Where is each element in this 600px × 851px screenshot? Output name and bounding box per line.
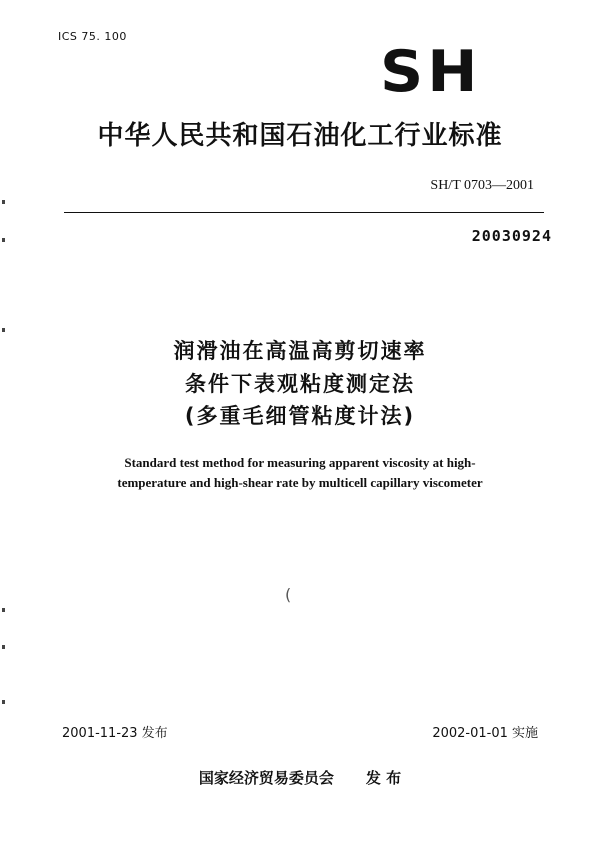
scan-speck [2,608,5,612]
scan-speck [2,328,5,332]
scan-mark: ( [285,585,292,604]
industry-standard-title: 中华人民共和国石油化工行业标准 [97,121,503,151]
authority-suffix: 发 布 [365,769,402,787]
scan-speck [2,200,5,204]
ics-code: ICS 75. 100 [58,30,127,43]
implementation-date: 2002-01-01 实施 [432,726,538,741]
header-divider [64,212,544,213]
issuing-authority [0,767,600,788]
scan-speck [2,645,5,649]
english-title-line-1: Standard test method for measuring apparent viscosity at high- [124,455,476,470]
standard-number: SH/T 0703—2001 [430,178,534,193]
english-title-line-2: temperature and high-shear rate by multicell capillary viscometer [117,475,483,490]
scan-speck [2,238,5,242]
chinese-title-line-2: 条件下表观粘度测定法 [185,372,415,396]
scan-speck [2,700,5,704]
date-stamp: 20030924 [471,227,552,245]
chinese-title-line-1: 润滑油在高温高剪切速率 [173,339,427,363]
authority-name: 国家经济贸易委员会 [198,769,334,787]
issue-date: 2001-11-23 发布 [62,726,168,741]
sh-logo: SH [380,38,482,106]
chinese-title-line-3: (多重毛细管粘度计法) [184,404,416,428]
